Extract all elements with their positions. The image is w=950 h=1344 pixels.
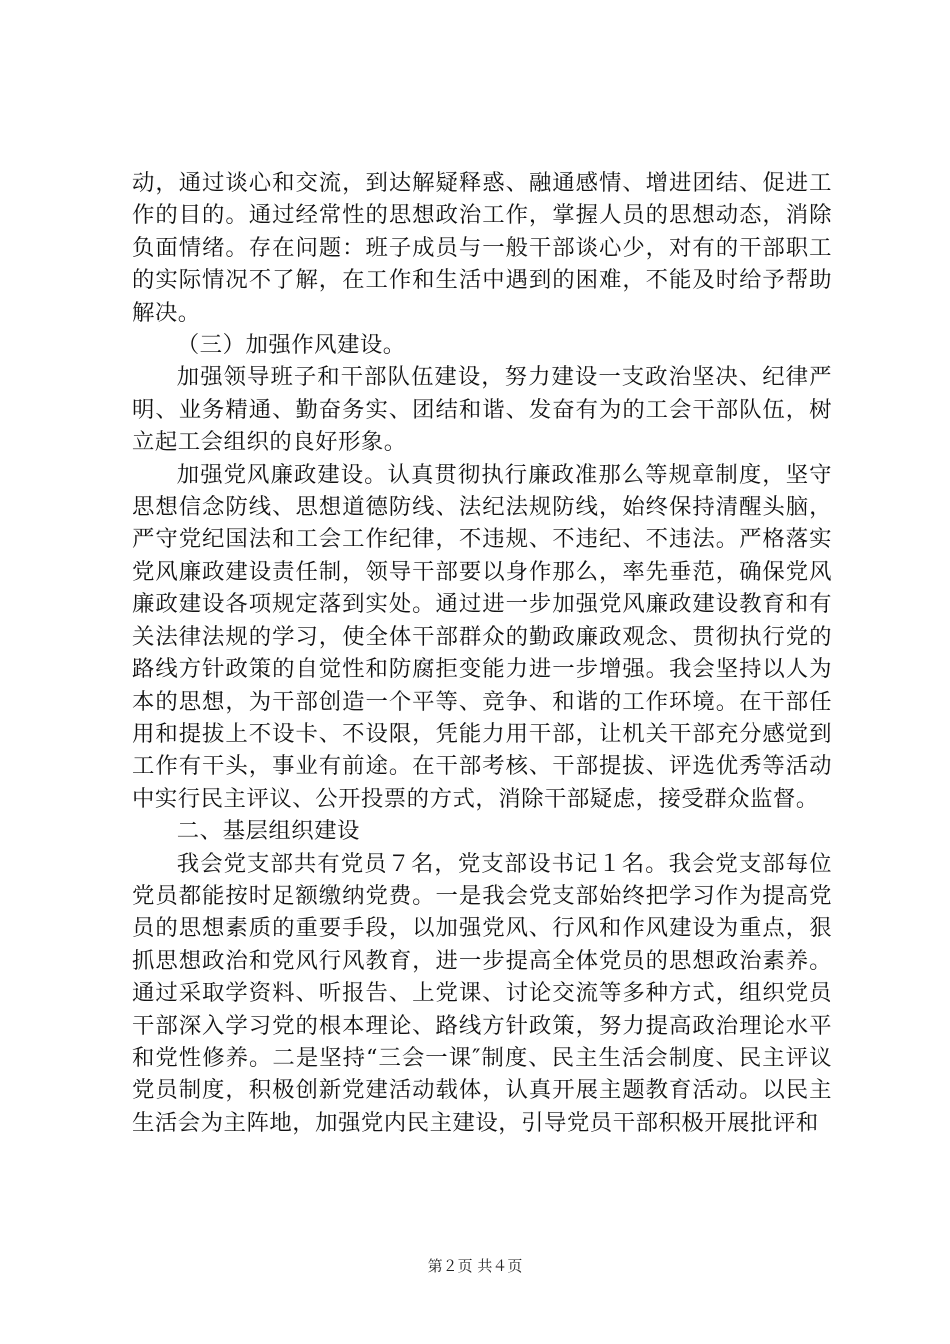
paragraph-party-branch: 我会党支部共有党员７名，党支部设书记１名。我会党支部每位党员都能按时足额缴纳党费。一是我会党支部始终把学习作为提高党员的思想素质的重要手段，以加强党风、行风和作风建设为重点，狠抓思想政治和党风行风教育，进一步提高全体党员的思想政治素养。通过采取学资料、听报告、上党课、讨论交流等多种方式，组织党员干部深入学习党的根本理论、路线方针政策，努力提高政治理论水平和党性修养。二是坚持“三会一课″制度、民主生活会制度、民主评议党员制度，积极创新党建活动载体，认真开展主题教育活动。以民主生活会为主阵地，加强党内民主建设，引导党员干部积极开展批评和 [132, 850, 832, 1136]
paragraph-team-building: 加强领导班子和干部队伍建设，努力建设一支政治坚决、纪律严明、业务精通、勤奋务实、团结和谐、发奋有为的工会干部队伍，树立起工会组织的良好形象。 [132, 364, 832, 456]
section-heading-grassroots: 二、基层组织建设 [176, 818, 360, 845]
page-number-label: 第２页 共４页 [427, 1257, 523, 1275]
section-heading-work-style: （三）加强作风建设。 [176, 332, 406, 359]
paragraph-continuation: 动，通过谈心和交流，到达解疑释惑、融通感情、增进团结、促进工作的目的。通过经常性的思想政治工作，掌握人员的思想动态，消除负面情绪。存在问题：班子成员与一般干部谈心少，对有的干部职工的实际情况不了解，在工作和生活中遇到的困难，不能及时给予帮助解决。 [132, 170, 832, 326]
document-body [132, 167, 832, 1139]
paragraph-integrity-building: 加强党风廉政建设。认真贯彻执行廉政准那么等规章制度，坚守思想信念防线、思想道德防线、法纪法规防线，始终保持清醒头脑，严守党纪国法和工会工作纪律，不违规、不违纪、不违法。严格落实党风廉政建设责任制，领导干部要以身作那么，率先垂范，确保党风廉政建设各项规定落到实处。通过进一步加强党风廉政建设教育和有关法律法规的学习，使全体干部群众的勤政廉政观念、贯彻执行党的路线方针政策的自觉性和防腐拒变能力进一步增强。我会坚持以人为本的思想，为干部创造一个平等、竞争、和谐的工作环境。在干部任用和提拔上不设卡、不设限，凭能力用干部，让机关干部充分感觉到工作有干头，事业有前途。在干部考核、干部提拔、评选优秀等活动中实行民主评议、公开投票的方式，消除干部疑虑，接受群众监督。 [132, 461, 832, 812]
page-footer [0, 1255, 950, 1276]
